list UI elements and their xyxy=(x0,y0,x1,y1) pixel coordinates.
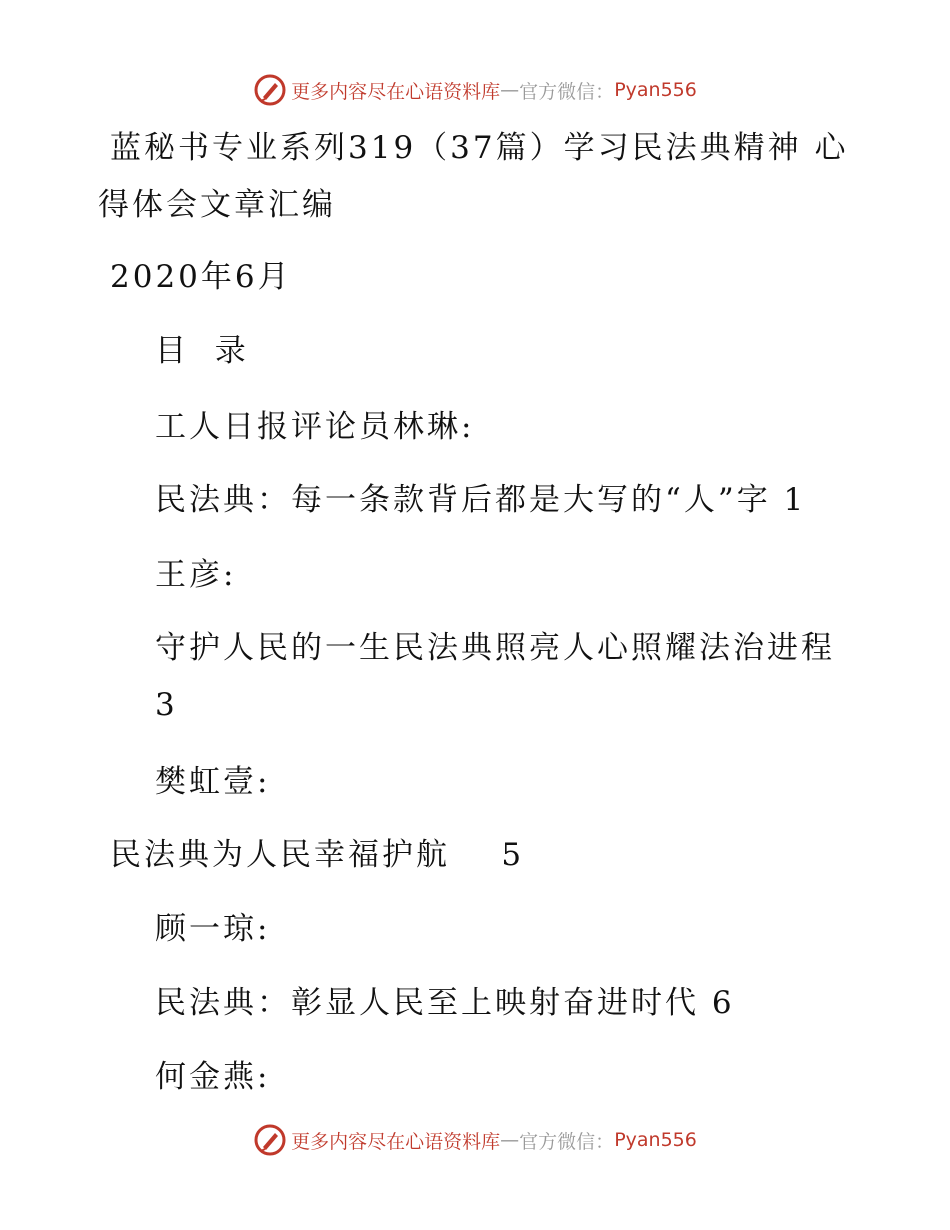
toc-title-2: 守护人民的一生民法典照亮人心照耀法治进程 xyxy=(155,630,835,666)
pen-logo-icon xyxy=(253,73,287,107)
toc-page-2: 3 xyxy=(155,687,178,723)
banner-wechat-label: 官方微信： xyxy=(519,1130,615,1153)
toc-author-2: 王彦: xyxy=(155,557,237,593)
pen-logo-icon xyxy=(253,1123,287,1157)
header-banner xyxy=(0,70,950,110)
banner-separator: — xyxy=(500,1129,520,1151)
doc-date: 2020年6月 xyxy=(110,259,292,295)
toc-title-1: 民法典：每一条款背后都是大写的“人”字 1 xyxy=(155,482,807,518)
banner-separator: — xyxy=(500,79,520,101)
toc-heading: 目 录 xyxy=(155,333,249,369)
banner-wechat-id: Pyan556 xyxy=(614,79,697,101)
banner-main-text: 更多内容尽在心语资料库 xyxy=(291,80,501,103)
footer-banner xyxy=(0,1120,950,1160)
toc-author-4: 顾一琼: xyxy=(155,911,271,947)
toc-title-3: 民法典为人民幸福护航 5 xyxy=(110,837,525,873)
toc-title-4: 民法典：彰显人民至上映射奋进时代 6 xyxy=(155,985,735,1021)
banner-main-text: 更多内容尽在心语资料库 xyxy=(291,1130,501,1153)
banner-wechat-label: 官方微信： xyxy=(519,80,615,103)
toc-author-3: 樊虹壹: xyxy=(155,764,271,800)
toc-author-5: 何金燕: xyxy=(155,1059,271,1095)
doc-title-line2: 得体会文章汇编 xyxy=(98,187,336,223)
toc-author-1: 工人日报评论员林琳: xyxy=(155,409,475,445)
doc-title-line1: 蓝秘书专业系列319（37篇）学习民法典精神 心 xyxy=(110,130,849,166)
banner-wechat-id: Pyan556 xyxy=(614,1129,697,1151)
